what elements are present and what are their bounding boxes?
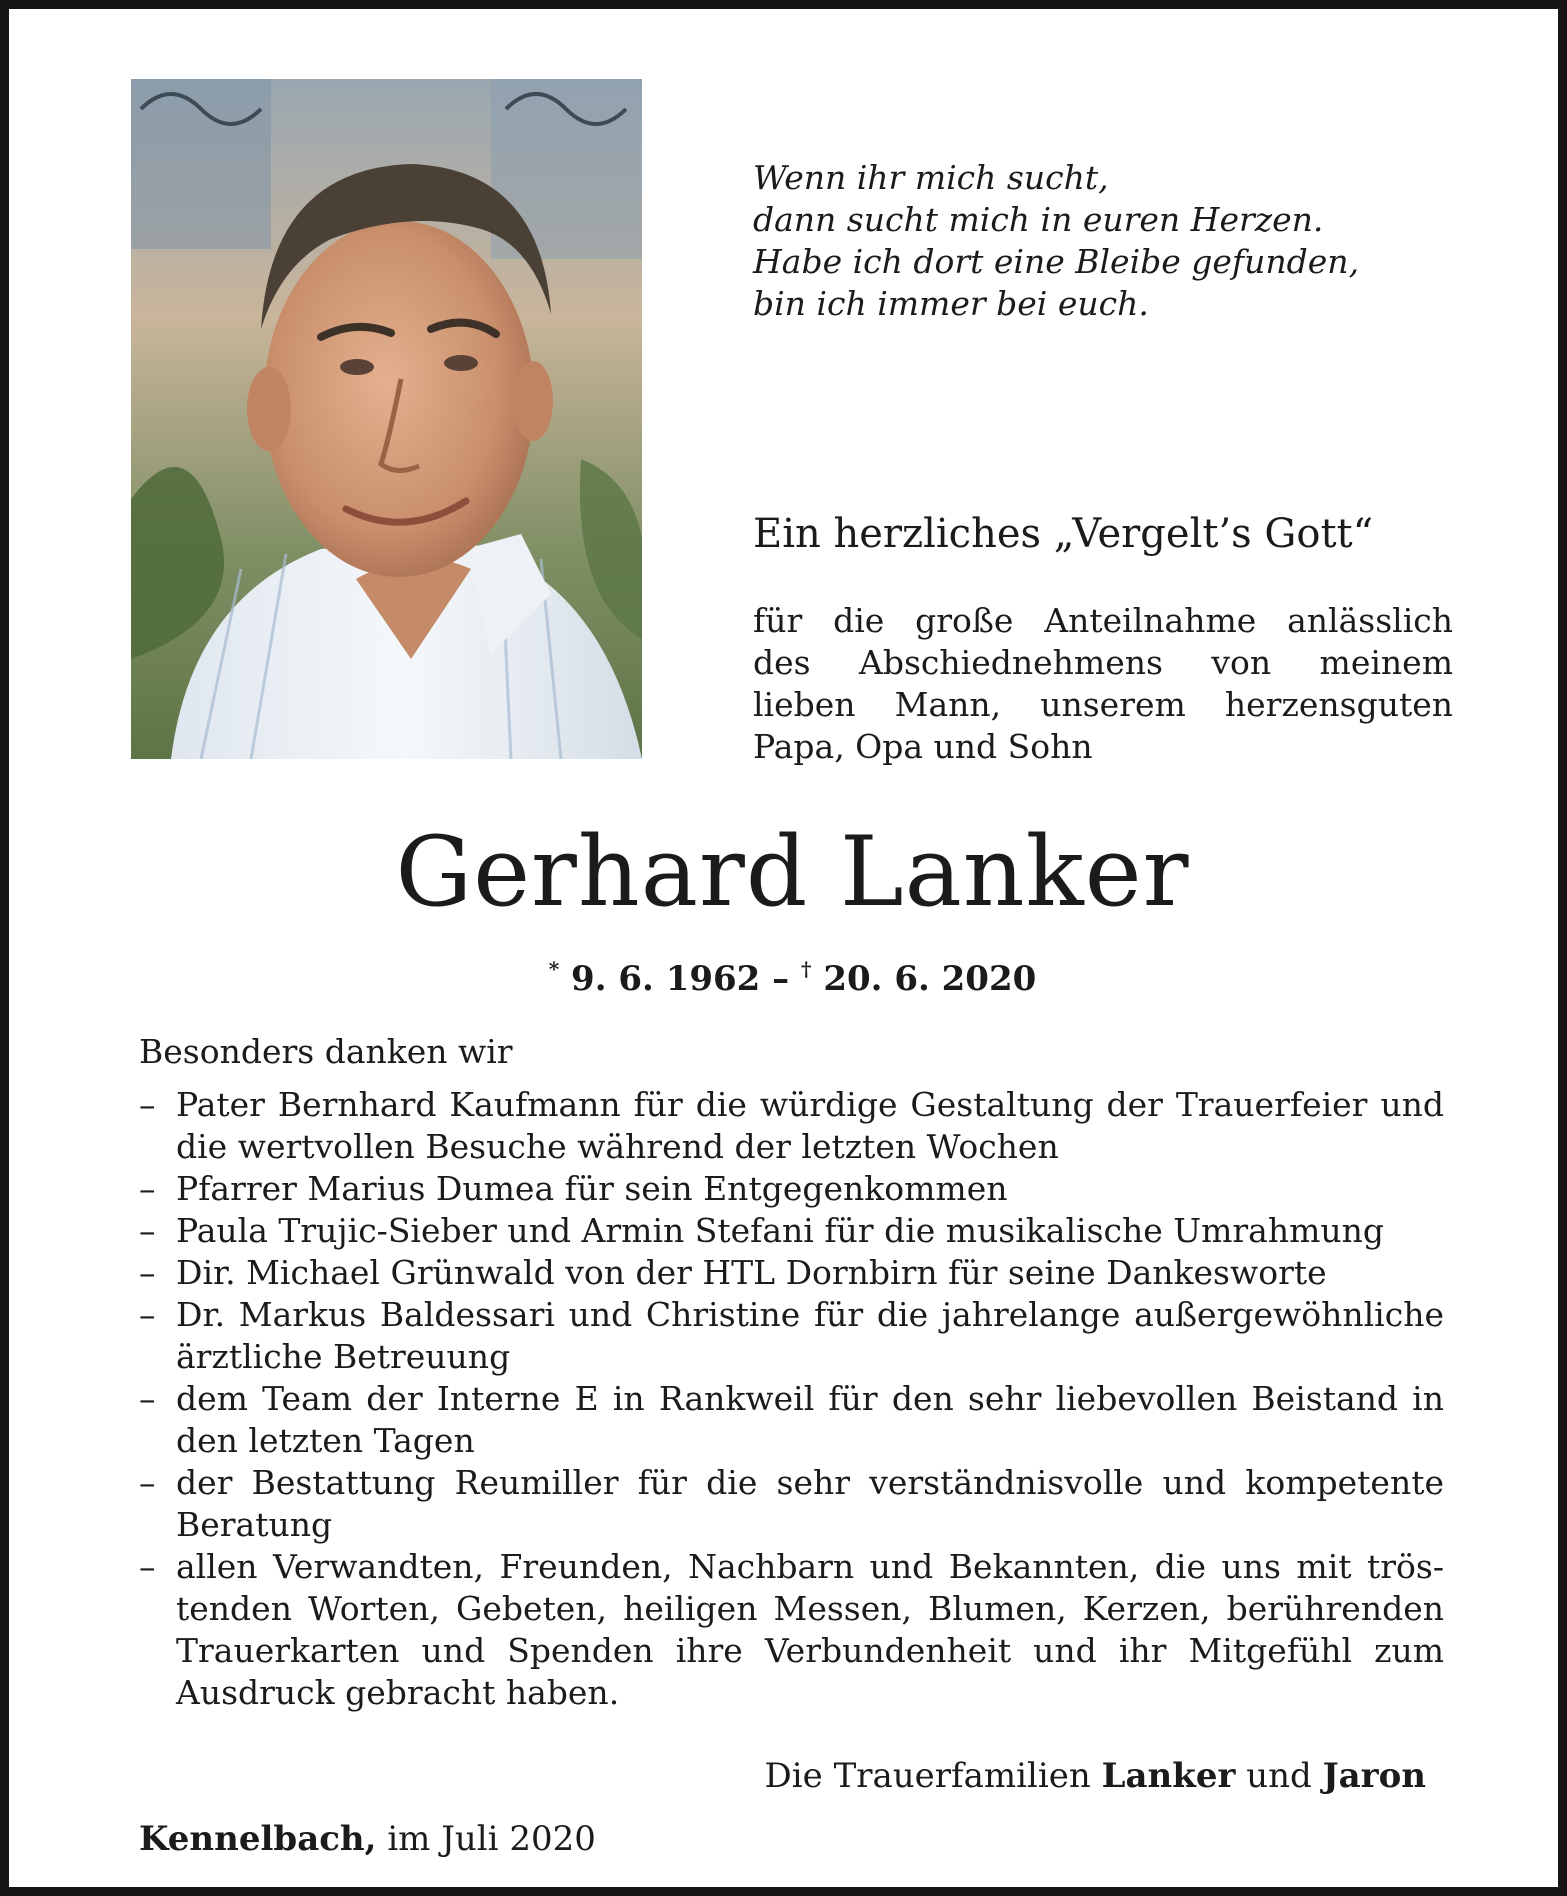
list-item	[139, 1546, 1444, 1714]
place-town: Kennelbach,	[139, 1819, 377, 1859]
thanks-lead: Besonders danken wir	[139, 1032, 513, 1071]
birth-symbol: *	[548, 957, 560, 981]
portrait-photo	[131, 79, 642, 759]
list-item-line: – allen Verwandten, Freunden, Nachbarn und Bekannten, die uns mit trös-	[176, 1547, 1444, 1586]
date-separator: –	[772, 959, 790, 999]
list-item-line: Trauerkarten und Spenden ihre Verbundenheit und ihr Mitgefühl zum	[176, 1631, 1444, 1670]
list-item-line: – Pfarrer Marius Dumea für sein Entgegenkommen	[176, 1169, 1008, 1208]
poem-line: bin ich immer bei euch.	[753, 284, 1149, 323]
place-and-date	[139, 1817, 596, 1861]
list-item	[139, 1294, 1444, 1378]
list-item-line: – dem Team der Interne E in Rankweil für den sehr liebevollen Beistand in	[176, 1379, 1444, 1418]
list-item	[139, 1378, 1444, 1462]
thanks-list	[139, 1084, 1444, 1714]
place-date: im Juli 2020	[387, 1819, 596, 1859]
signature-prefix: Die Trauerfamilien	[764, 1756, 1091, 1796]
thanks-heading: Ein herzliches „Vergelt’s Gott“	[753, 511, 1374, 557]
list-item-line: – Dir. Michael Grünwald von der HTL Dornbirn für seine Dankesworte	[176, 1253, 1327, 1292]
intro-paragraph	[753, 600, 1453, 768]
poem-line: dann sucht mich in euren Herzen.	[753, 200, 1324, 239]
list-item	[139, 1462, 1444, 1546]
list-item	[139, 1084, 1444, 1168]
signature-conjunction: und	[1246, 1756, 1312, 1796]
list-item	[139, 1210, 1444, 1252]
deceased-name: Gerhard Lanker	[395, 816, 1190, 928]
family-name-lanker: Lanker	[1101, 1756, 1236, 1796]
death-date: 20. 6. 2020	[823, 959, 1037, 999]
list-item-line: – Pater Bernhard Kaufmann für die würdige Gestaltung der Trauerfeier und	[176, 1085, 1444, 1124]
intro-line: Papa, Opa und Sohn	[753, 727, 1093, 766]
intro-line: des Abschiednehmens von meinem	[753, 643, 1453, 682]
list-item	[139, 1168, 1444, 1210]
death-symbol: †	[801, 957, 812, 981]
intro-line: für die große Anteilnahme anlässlich	[753, 601, 1453, 640]
list-item-line: den letzten Tagen	[176, 1421, 475, 1460]
birth-date: 9. 6. 1962	[571, 959, 761, 999]
life-dates	[9, 947, 1567, 1001]
list-item-line: – der Bestattung Reumiller für die sehr verständnisvolle und kompetente	[176, 1463, 1444, 1502]
list-item-line: – Dr. Markus Baldessari und Christine für die jahrelange außergewöhnliche	[176, 1295, 1444, 1334]
family-name-jaron: Jaron	[1322, 1756, 1426, 1796]
list-item-line: Beratung	[176, 1505, 333, 1544]
list-item-line: die wertvollen Besuche während der letzten Wochen	[176, 1127, 1059, 1166]
list-item	[139, 1252, 1444, 1294]
intro-line: lieben Mann, unserem herzensguten	[753, 685, 1453, 724]
list-item-line: Ausdruck gebracht haben.	[176, 1673, 620, 1712]
poem-line: Wenn ihr mich sucht,	[753, 158, 1109, 197]
family-signature	[765, 1754, 1426, 1798]
memorial-poem	[753, 157, 1393, 325]
list-item-line: – Paula Trujic-Sieber und Armin Stefani für die musikalische Umrahmung	[176, 1211, 1384, 1250]
poem-line: Habe ich dort eine Bleibe gefunden,	[753, 242, 1360, 281]
list-item-line: tenden Worten, Gebeten, heiligen Messen, Blumen, Kerzen, berührenden	[176, 1589, 1444, 1628]
list-item-line: ärztliche Betreuung	[176, 1337, 511, 1376]
